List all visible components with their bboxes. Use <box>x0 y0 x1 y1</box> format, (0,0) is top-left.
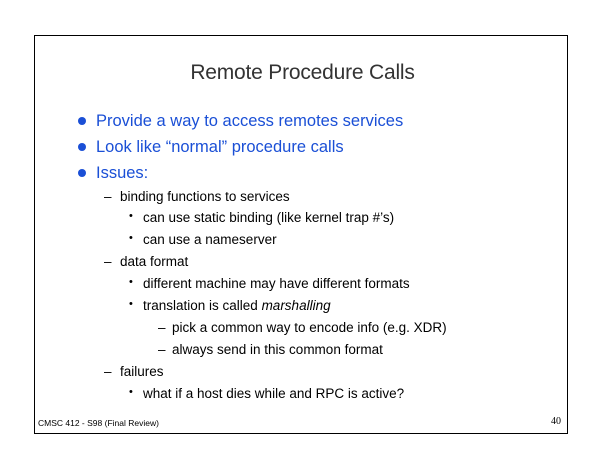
dash-marker: – <box>104 364 112 379</box>
bullet-text: Provide a way to access remotes services <box>96 112 404 130</box>
dash-marker: – <box>158 320 166 335</box>
detail-text: different machine may have different formats <box>143 276 410 291</box>
subitem-text: binding functions to services <box>120 189 290 204</box>
bullet-text: Look like “normal” procedure calls <box>96 138 344 156</box>
slide-footer: CMSC 412 - S98 (Final Review) <box>38 418 159 428</box>
page-number: 40 <box>551 416 561 427</box>
bullet-text: Issues: <box>96 164 149 182</box>
slide-border <box>34 35 568 434</box>
bullet-dot-icon <box>78 169 86 177</box>
dot-marker: • <box>129 210 133 222</box>
detail-text: can use a nameserver <box>143 232 277 247</box>
dash-marker: – <box>104 254 112 269</box>
dash-marker: – <box>158 342 166 357</box>
sub-detail-text: always send in this common format <box>172 342 383 357</box>
detail-text <box>143 297 331 314</box>
sub-detail-text: pick a common way to encode info (e.g. XDR) <box>172 320 447 335</box>
dash-marker: – <box>104 189 112 204</box>
bullet-dot-icon <box>78 117 86 125</box>
dot-marker: • <box>129 276 133 288</box>
dot-marker: • <box>129 232 133 244</box>
bullet-dot-icon <box>78 143 86 151</box>
detail-text: what if a host dies while and RPC is active? <box>143 386 405 401</box>
slide-title: Remote Procedure Calls <box>190 61 415 84</box>
subitem-text: data format <box>120 254 189 269</box>
dot-marker: • <box>129 386 133 398</box>
subitem-text: failures <box>120 364 164 379</box>
detail-text-prefix: translation is called <box>143 298 262 313</box>
dot-marker: • <box>129 298 133 310</box>
detail-text: can use static binding (like kernel trap #’s) <box>143 210 395 225</box>
marshalling-term: marshalling <box>261 298 331 313</box>
